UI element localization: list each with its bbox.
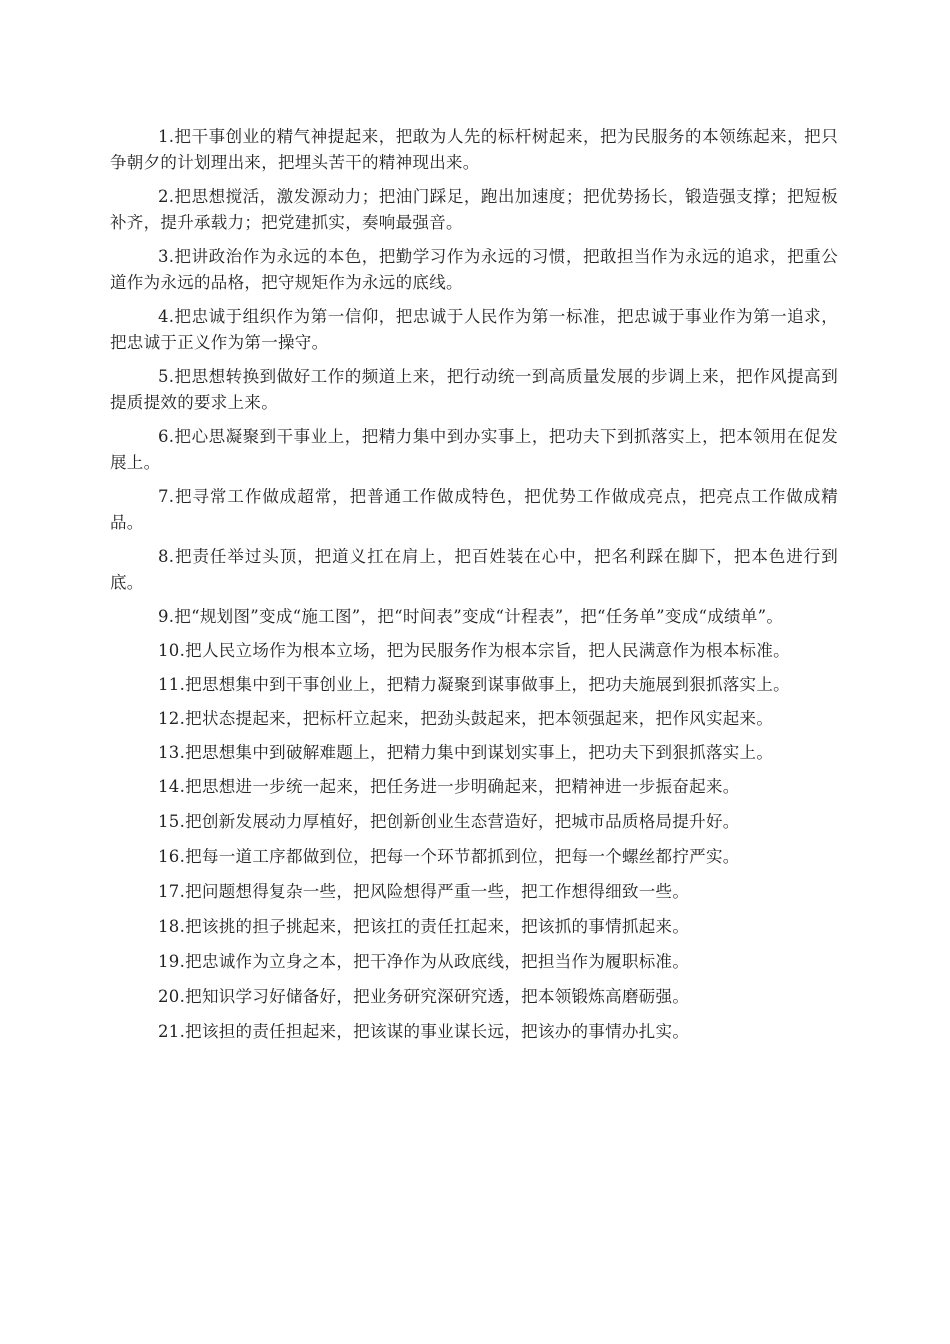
list-item-2: 2.把思想搅活，激发源动力；把油门踩足，跑出加速度；把优势扬长，锻造强支撑；把短板补齐，提升承载力；把党建抓实，奏响最强音。 — [110, 187, 838, 232]
list-item-18: 18.把该挑的担子挑起来，把该扛的责任扛起来，把该抓的事情抓起来。 — [158, 917, 690, 936]
list-item-13: 13.把思想集中到破解难题上，把精力集中到谋划实事上，把功夫下到狠抓落实上。 — [158, 743, 774, 762]
list-item-8: 8.把责任举过头顶，把道义扛在肩上，把百姓装在心中，把名利踩在脚下，把本色进行到底。 — [110, 547, 838, 592]
list-item-10: 10.把人民立场作为根本立场，把为民服务作为根本宗旨，把人民满意作为根本标准。 — [158, 641, 790, 660]
list-item-19: 19.把忠诚作为立身之本，把干净作为从政底线，把担当作为履职标准。 — [158, 952, 690, 971]
list-item-21: 21.把该担的责任担起来，把该谋的事业谋长远，把该办的事情办扎实。 — [158, 1022, 690, 1041]
list-item-6: 6.把心思凝聚到干事业上，把精力集中到办实事上，把功夫下到抓落实上，把本领用在促发展上。 — [110, 427, 838, 472]
list-item-7: 7.把寻常工作做成超常，把普通工作做成特色，把优势工作做成亮点，把亮点工作做成精品。 — [110, 487, 838, 532]
list-item-5: 5.把思想转换到做好工作的频道上来，把行动统一到高质量发展的步调上来，把作风提高到提质提效的要求上来。 — [110, 367, 838, 412]
list-item-1: 1.把干事创业的精气神提起来，把敢为人先的标杆树起来，把为民服务的本领练起来，把只争朝夕的计划理出来，把埋头苦干的精神现出来。 — [110, 127, 838, 172]
list-item-9: 9.把“规划图”变成“施工图”，把“时间表”变成“计程表”，把“任务单”变成“成绩单”。 — [158, 607, 784, 626]
list-item-11: 11.把思想集中到干事创业上，把精力凝聚到谋事做事上，把功夫施展到狠抓落实上。 — [158, 675, 790, 694]
list-item-20: 20.把知识学习好储备好，把业务研究深研究透，把本领锻炼高磨砺强。 — [158, 987, 690, 1006]
list-item-4: 4.把忠诚于组织作为第一信仰，把忠诚于人民作为第一标准，把忠诚于事业作为第一追求，把忠诚于正义作为第一操守。 — [110, 307, 838, 352]
list-item-3: 3.把讲政治作为永远的本色，把勤学习作为永远的习惯，把敢担当作为永远的追求，把重公道作为永远的品格，把守规矩作为永远的底线。 — [110, 247, 838, 292]
list-item-17: 17.把问题想得复杂一些，把风险想得严重一些，把工作想得细致一些。 — [158, 882, 690, 901]
list-item-12: 12.把状态提起来，把标杆立起来，把劲头鼓起来，把本领强起来，把作风实起来。 — [158, 709, 774, 728]
list-item-14: 14.把思想进一步统一起来，把任务进一步明确起来，把精神进一步振奋起来。 — [158, 777, 740, 796]
list-item-16: 16.把每一道工序都做到位，把每一个环节都抓到位，把每一个螺丝都拧严实。 — [158, 847, 740, 866]
document-page — [110, 124, 838, 1054]
list-item-15: 15.把创新发展动力厚植好，把创新创业生态营造好，把城市品质格局提升好。 — [158, 812, 740, 831]
